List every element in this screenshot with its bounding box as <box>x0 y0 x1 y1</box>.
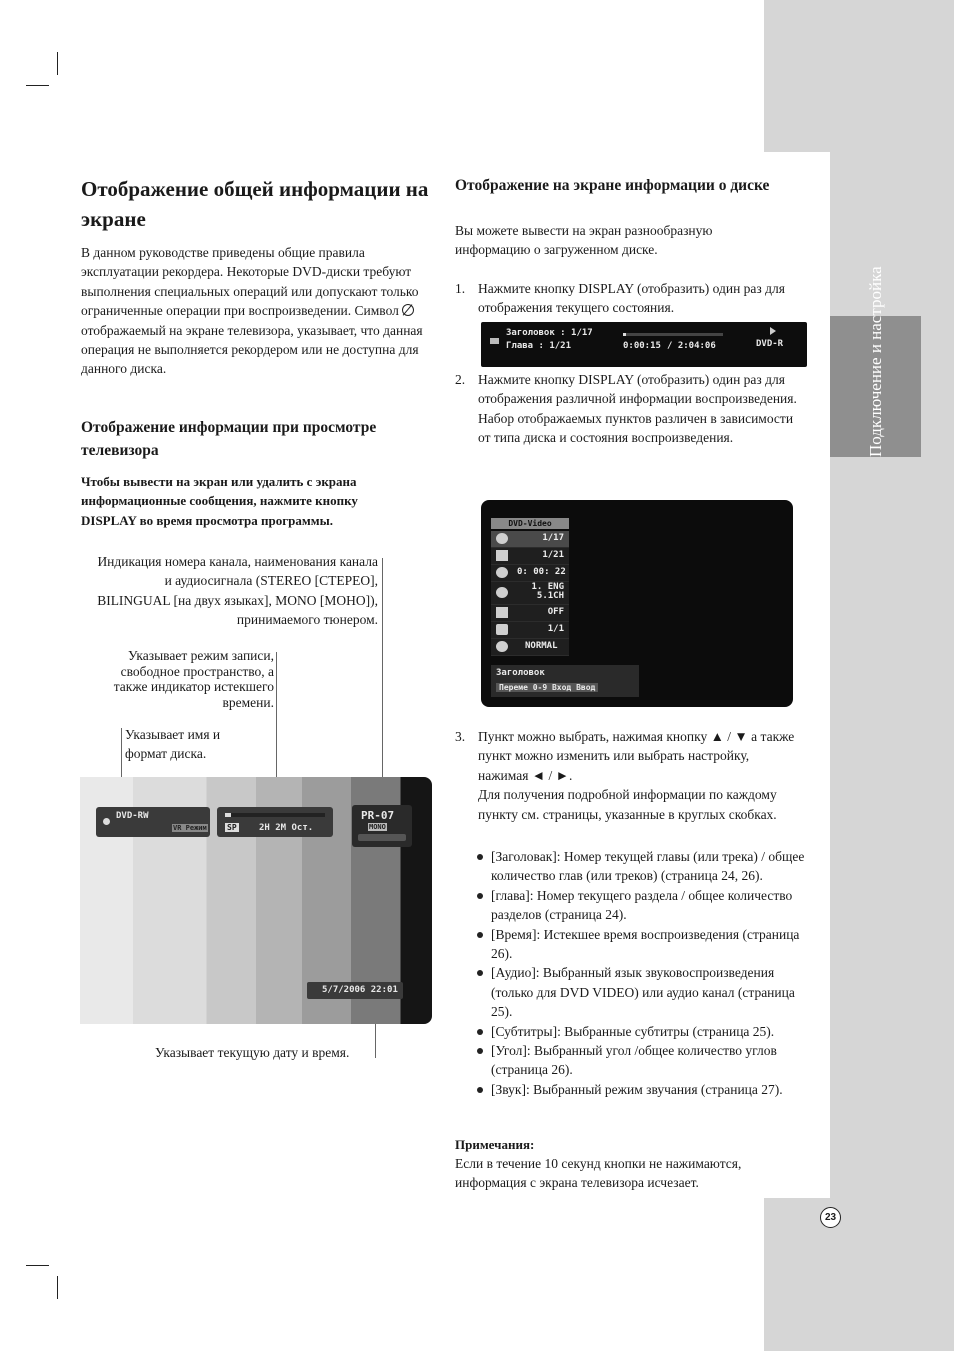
tv-heading: Отображение информации при просмотре телевизора <box>81 419 377 459</box>
menu-row-chapter <box>491 548 569 565</box>
menu-value: 1/21 <box>542 550 564 560</box>
status-total: / 2:04:06 <box>667 341 716 351</box>
disc-info-intro: Вы можете вывести на экран разнообразную информацию о загруженном диске. <box>455 223 713 258</box>
status-disc: DVD-R <box>756 339 784 349</box>
info-menu-image <box>481 500 793 707</box>
disc-info-box <box>96 807 210 837</box>
camera-icon <box>496 624 508 635</box>
bullet-icon <box>477 1087 483 1093</box>
step-number: 2. <box>455 372 466 387</box>
bullet-icon <box>477 1048 483 1054</box>
prohibited-icon <box>402 304 414 316</box>
bullet-icon <box>477 893 483 899</box>
step-text-extra: Для получения подробной информации по каждому пункту см. страницы, указанные в круглых скобках. <box>478 787 777 822</box>
list-item <box>491 1022 805 1041</box>
step-text: Нажмите кнопку DISPLAY (отобразить) один раз для отображения различной информации воспроизведения. <box>478 372 797 407</box>
menu-value: 0: 00: 22 <box>517 567 566 577</box>
menu-row-time <box>491 565 569 582</box>
section-tab <box>830 265 921 457</box>
datetime: 5/7/2006 22:01 <box>322 985 398 995</box>
subtitle-icon <box>496 607 508 618</box>
page-number: 23 <box>820 1207 841 1228</box>
chapter-icon <box>496 550 508 561</box>
channel-info-box <box>352 805 412 847</box>
list-item-text: [глава]: Номер текущего раздела / общее количество разделов (страница 24). <box>491 887 793 923</box>
menu-value: 5.1CH <box>536 591 564 601</box>
intro-paragraph <box>81 243 427 379</box>
crop-mark <box>57 1276 58 1299</box>
menu-footer-help: Переме 0-9 Вход Ввод <box>496 683 598 692</box>
camera-icon <box>490 338 499 344</box>
menu-row-angle <box>491 622 569 639</box>
step-number: 1. <box>455 281 466 296</box>
crop-mark <box>57 52 58 75</box>
tv-instruction: Чтобы вывести на экран или удалить с экрана информационные сообщения, нажмите кнопку DISPLAY во время просмотра программы. <box>81 474 358 528</box>
menu-row-audio <box>491 582 569 605</box>
list-item-text: [Аудио]: Выбранный язык звуковоспроизведения (только для DVD VIDEO) или аудио канал (страница 25). <box>491 965 795 1020</box>
tv-screen-image <box>80 777 432 1024</box>
menu-value: 1. ENG <box>531 582 564 592</box>
status-title: Заголовок : 1/17 <box>506 328 593 338</box>
bullet-icon <box>477 1029 483 1035</box>
clock-icon <box>496 567 508 578</box>
list-item-text: [Субтитры]: Выбранные субтитры (страница 25). <box>491 1023 775 1039</box>
item-list <box>491 847 805 1099</box>
disc-icon <box>103 818 110 825</box>
step-1 <box>455 279 800 318</box>
step-2 <box>455 370 800 448</box>
step-text-extra: Набор отображаемых пунктов различен в зависимости от типа диска и состояния воспроизведения. <box>478 410 794 446</box>
notes-text: Если в течение 10 секунд кнопки не нажимаются, информация с экрана телевизора исчезает. <box>455 1156 742 1191</box>
status-elapsed: 0:00:15 <box>623 341 661 351</box>
list-item <box>491 1041 805 1080</box>
page-title: Отображение общей информации на экране <box>81 177 429 231</box>
menu-header: DVD-Video <box>491 518 569 529</box>
audio-mode: MONO <box>369 823 386 831</box>
intro-text-1: В данном руководстве приведены общие правила эксплуатации рекордера. Некоторые DVD-диски требуют выполнения специальных операций или допускают только ограниченные операции при воспроизведении. Символ <box>81 245 419 319</box>
list-item <box>491 925 805 964</box>
status-chapter: Глава : 1/21 <box>506 341 572 351</box>
menu-row-title <box>491 531 569 548</box>
callout-record: Указывает режим записи, свободное пространство, а также индикатор истекшего времени. <box>113 648 274 710</box>
crop-mark <box>26 1265 49 1266</box>
list-item <box>491 886 805 925</box>
menu-footer-title: Заголовок <box>496 668 545 678</box>
callout-disc: Указывает имя и формат диска. <box>125 727 221 762</box>
list-item <box>491 847 805 886</box>
list-item <box>491 963 805 1021</box>
status-bar-image <box>481 322 807 367</box>
remaining-space: 2H 2M Ост. <box>259 823 314 833</box>
section-tab-label: Подключение и настройка <box>865 265 885 457</box>
rec-mode: SP <box>227 823 237 832</box>
headphones-icon <box>496 587 508 598</box>
title-icon <box>496 533 508 544</box>
step-text: Нажмите кнопку DISPLAY (отобразить) один раз для отображения текущего состояния. <box>478 281 785 316</box>
menu-footer <box>491 665 639 697</box>
bullet-icon <box>477 970 483 976</box>
disc-mode: VR Режим <box>173 824 207 832</box>
list-item-text: [Звук]: Выбранный режим звучания (страница 27). <box>491 1081 783 1097</box>
bullet-icon <box>477 932 483 938</box>
callout-channel: Индикация номера канала, наименования канала и аудиосигнала (STEREO [СТЕРЕО], BILINGUAL [на двух языках], MONO [МОНО]), принимаемого тюнером. <box>97 554 378 628</box>
datetime-box <box>307 982 403 999</box>
list-item-text: [Угол]: Выбранный угол /общее количество углов (страница 26). <box>491 1043 777 1078</box>
list-item-text: [Заголовак]: Номер текущей главы (или трека) / общее количество глав (или треков) (страница 24, 26). <box>491 849 805 884</box>
sound-icon <box>496 641 508 652</box>
callout-date: Указывает текущую дату и время. <box>155 1045 350 1060</box>
bullet-icon <box>477 854 483 860</box>
list-item-text: [Время]: Истекшее время воспроизведения (страница 26). <box>491 926 800 962</box>
step-text: Пункт можно выбрать, нажимая кнопку ▲ / ▼ а также пункт можно изменить или выбрать настройку, нажимая ◄ / ►. <box>478 729 795 783</box>
menu-row-sound <box>491 639 569 656</box>
leader-line <box>382 558 383 798</box>
menu-value: NORMAL <box>525 641 558 651</box>
menu-row-subtitle <box>491 605 569 622</box>
list-item <box>491 1080 805 1099</box>
menu-value: OFF <box>547 607 564 617</box>
intro-text-2: отображаемый на экране телевизора, указывает, что данная операция не выполняется рекордером или не доступна для данного диска. <box>81 322 423 377</box>
status-progress <box>623 333 723 336</box>
record-info-box <box>217 807 333 837</box>
step-3 <box>455 727 800 824</box>
channel-number: PR-07 <box>361 809 395 822</box>
disc-format: DVD-RW <box>116 811 149 821</box>
progress-bar <box>225 813 325 817</box>
crop-mark <box>26 85 49 86</box>
menu-value: 1/1 <box>547 624 564 634</box>
menu-value: 1/17 <box>542 533 564 543</box>
notes-heading: Примечания: <box>455 1137 535 1152</box>
play-icon <box>770 327 776 335</box>
step-number: 3. <box>455 729 466 744</box>
disc-info-heading: Отображение на экране информации о диске <box>455 177 770 194</box>
